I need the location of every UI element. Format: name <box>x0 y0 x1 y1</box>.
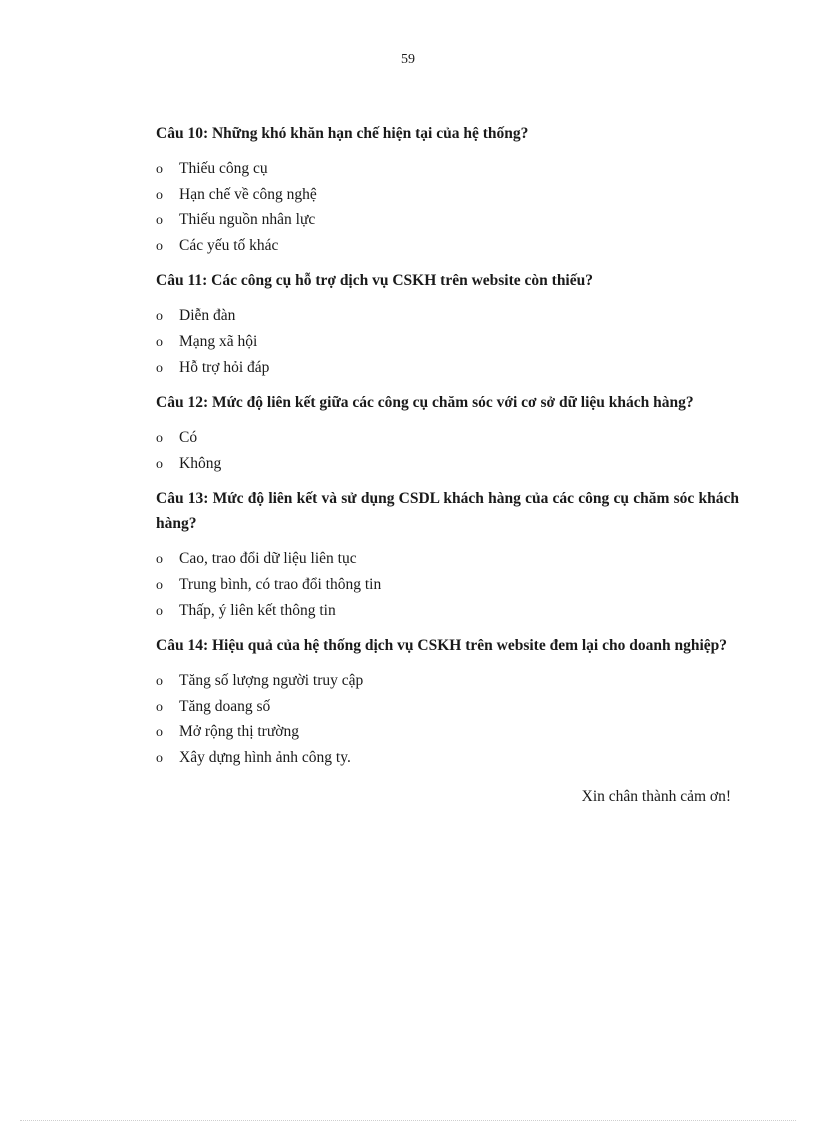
list-item <box>156 183 739 209</box>
bullet-icon: o <box>156 187 163 203</box>
bullet-icon: o <box>156 577 163 593</box>
list-item <box>156 746 739 772</box>
bullet-icon: o <box>156 309 163 325</box>
option-label: Trung bình, có trao đổi thông tin <box>179 575 382 593</box>
list-item <box>156 720 739 746</box>
question-11: Câu 11: Các công cụ hỗ trợ dịch vụ CSKH trên website còn thiếu? <box>156 272 593 290</box>
questionnaire <box>131 121 739 806</box>
bullet-icon: o <box>156 238 163 254</box>
list-item <box>156 426 739 452</box>
list-item <box>156 599 739 625</box>
option-label: Thấp, ý liên kết thông tin <box>179 601 336 619</box>
option-label: Thiếu công cụ <box>179 160 268 177</box>
option-label: Tăng số lượng người truy cập <box>179 672 364 690</box>
bullet-icon: o <box>156 456 163 472</box>
page-divider <box>20 1120 796 1121</box>
bullet-icon: o <box>156 750 163 766</box>
page-number: 59 <box>401 52 415 67</box>
options-question-14 <box>131 669 739 771</box>
bullet-icon: o <box>156 725 163 741</box>
list-item <box>156 573 739 599</box>
bullet-icon: o <box>156 162 163 177</box>
bullet-icon: o <box>156 334 163 350</box>
list-item <box>156 452 739 478</box>
list-item <box>156 669 739 695</box>
list-item <box>156 547 739 573</box>
bullet-icon: o <box>156 699 163 715</box>
list-item <box>156 157 739 183</box>
closing-thanks: Xin chân thành cảm ơn! <box>581 787 731 805</box>
option-label: Diễn đàn <box>179 307 236 325</box>
bullet-icon: o <box>156 603 163 619</box>
list-item <box>156 356 739 382</box>
bullet-icon: o <box>156 552 163 568</box>
question-14: Câu 14: Hiệu quả của hệ thống dịch vụ CSKH trên website đem lại cho doanh nghiệp? <box>156 637 728 655</box>
option-label: Xây dựng hình ảnh công ty. <box>179 748 351 766</box>
bullet-icon: o <box>156 431 163 447</box>
question-12: Câu 12: Mức độ liên kết giữa các công cụ chăm sóc với cơ sở dữ liệu khách hàng? <box>156 394 694 412</box>
list-item <box>156 695 739 721</box>
options-question-12 <box>131 426 739 477</box>
options-question-13 <box>131 547 739 624</box>
option-label: Mở rộng thị trường <box>179 723 299 741</box>
question-13: Câu 13: Mức độ liên kết và sử dụng CSDL khách hàng của các công cụ chăm sóc khách hàng? <box>156 490 739 533</box>
option-label: Hạn chế về công nghệ <box>179 185 317 203</box>
option-label: Thiếu nguồn nhân lực <box>179 211 316 229</box>
list-item <box>156 304 739 330</box>
options-question-10 <box>131 157 739 259</box>
options-question-11 <box>131 304 739 381</box>
option-label: Có <box>179 429 198 447</box>
option-label: Mạng xã hội <box>179 332 258 350</box>
list-item <box>156 234 739 260</box>
option-label: Tăng doang số <box>179 697 271 715</box>
bullet-icon: o <box>156 360 163 376</box>
option-label: Không <box>179 454 222 472</box>
option-label: Cao, trao đổi dữ liệu liên tục <box>179 550 357 568</box>
list-item <box>156 208 739 234</box>
bullet-icon: o <box>156 674 163 690</box>
list-item <box>156 330 739 356</box>
question-10: Câu 10: Những khó khăn hạn chế hiện tại của hệ thống? <box>156 125 529 142</box>
option-label: Các yếu tố khác <box>179 236 279 254</box>
bullet-icon: o <box>156 213 163 229</box>
option-label: Hỗ trợ hỏi đáp <box>179 358 270 376</box>
